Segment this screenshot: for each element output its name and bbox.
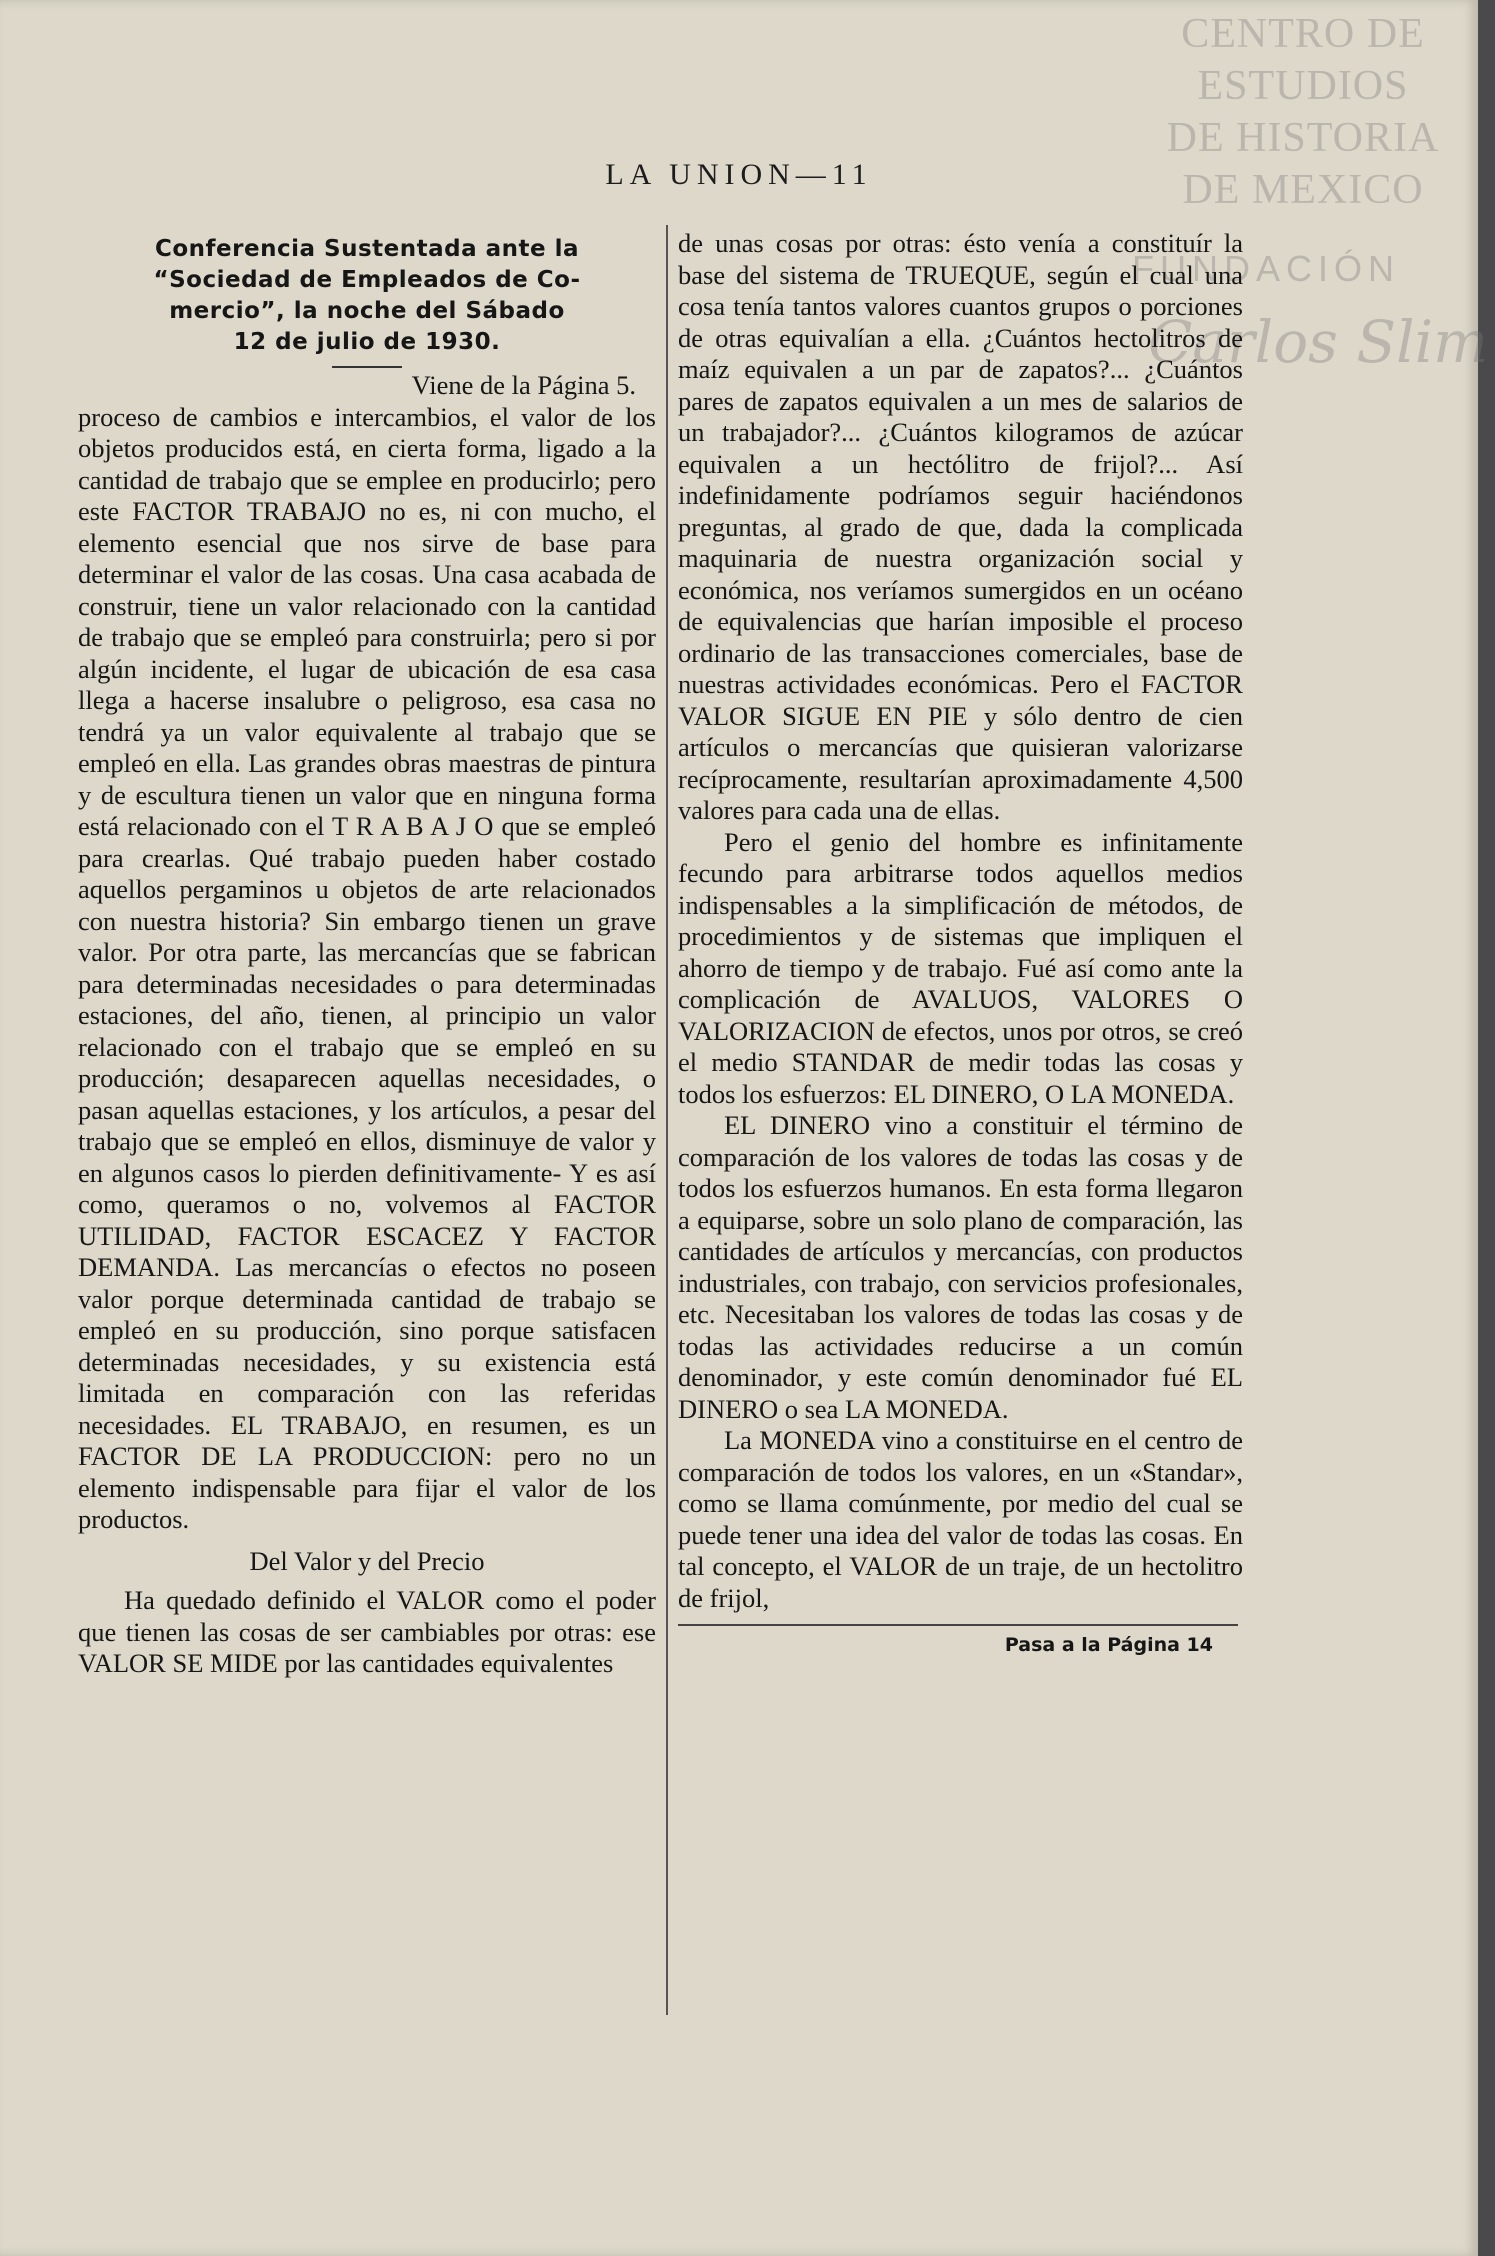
body-paragraph: proceso de cambios e intercambios, el valor de los objetos producidos está, en cierta forma, ligado a la cantidad de trabajo que se emplee en producirlo; pero este FACTOR TRABAJO no es, ni con mucho, el elemento esencial que nos sirve de base para determinar el valor de las cosas. Una casa acabada de construir, tiene un valor relacionado con la cantidad de trabajo que se empleó para construirla; pero si por algún incidente, el lugar de ubicación de esa casa llega a hacerse insalubre o peligroso, esa casa no tendrá ya un valor equivalente al trabajo que se empleó en ella. Las grandes obras maestras de pintura y de escultura tienen un valor que en ninguna forma está relacionado con el T R A B A J O que se empleó para crearlas. Qué trabajo pueden haber costado aquellos pergaminos u objetos de arte relacionados con nuestra historia? Sin embargo tienen un grave valor. Por otra parte, las mercancías que se fabrican para determinadas necesidades o para determinadas estaciones, del año, tienen, al principio un valor relacionado con el trabajo que se empleó en su producción; desaparecen aquellas necesidades, o pasan aquellas estaciones, y los artículos, a pesar del trabajo que se empleó en ellos, disminuye de valor y en algunos casos lo pierden definitivamente- Y es así como, queramos o no, volvemos al FACTOR UTILIDAD, FACTOR ESCACEZ Y FACTOR DEMANDA. Las mercancías o efectos no poseen valor porque determinada cantidad de trabajo se empleó en su producción, sino porque satisfacen determinadas necesidades, y su existencia está limitada en comparación con las referidas necesidades. EL TRABAJO, en resumen, es un FACTOR DE LA PRODUCCION: pero no un elemento indispensable para fijar el valor de los productos. [78,401,656,1534]
watermark-fundacion: FUNDACIÓN [1132,248,1400,289]
heading-divider [332,366,402,368]
footer-divider [678,1624,1238,1626]
right-column [678,228,1243,1662]
left-column [78,228,656,1680]
heading-line: “Sociedad de Empleados de Co- [153,267,581,293]
body-paragraph: de unas cosas por otras: ésto venía a constituír la base del sistema de TRUEQUE, según el cual una cosa tenía tantos valores cuantos grupos o porciones de otras equivalían a ella. ¿Cuántos hectolitros de maíz equivalen a un par de zapatos?... ¿Cuántos pares de zapatos equivalen a un mes de salarios de un trabajador?... ¿Cuántos kilogramos de azúcar equivalen a un hectólitro de frijol?... Así indefinidamente podríamos seguir haciéndonos preguntas, al grado de que, dada la complicada maquinaria de nuestra organización social y económica, nos veríamos sumergidos en un océano de equivalencias que harían imposible el proceso ordinario de las transacciones comerciales, base de nuestras actividades económicas. Pero el FACTOR VALOR SIGUE EN PIE y sólo dentro de cien artículos o mercancías que quisieran valorizarse recíprocamente, resultarían aproximadamente 4,500 valores para cada una de ellas. [678,228,1243,825]
watermark-line: CENTRO DE [1181,11,1425,57]
continued-to-note: Pasa a la Página 14 [1004,1634,1213,1656]
masthead: LA UNION—11 [605,158,873,191]
continued-from-note: Viene de la Página 5. [411,370,636,400]
watermark-signature: Carlos Slim [1148,308,1489,376]
watermark-line: ESTUDIOS [1197,63,1409,109]
body-paragraph: La MONEDA vino a constituirse en el centro de comparación de todos los valores, en un «Standar», como se llama comúnmente, por medio del cual se puede tener una idea del valor de todas las cosas. En tal concepto, el VALOR de un traje, de un hectolitro de frijol, [678,1425,1243,1613]
heading-line: mercio”, la noche del Sábado [169,298,565,324]
body-paragraph: Pero el genio del hombre es infinitamente fecundo para arbitrarse todos aquellos medios indispensables a la simplificación de métodos, de procedimientos y de sistemas que impliquen el ahorro de tiempo y de trabajo. Fué así como ante la complicación de AVALUOS, VALORES O VALORIZACION de efectos, unos por otros, se creó el medio STANDAR de medir todas las cosas y todos los esfuerzos: EL DINERO, O LA MONEDA. [678,826,1243,1109]
body-paragraph: Ha quedado definido el VALOR como el poder que tienen las cosas de ser cambiables por otras: ese VALOR SE MIDE por las cantidades equivalentes [78,1585,656,1678]
body-paragraph: EL DINERO vino a constituir el término de comparación de los valores de todas las cosas y de todos los esfuerzos humanos. En esta forma llegaron a equiparse, sobre un solo plano de comparación, las cantidades de artículos y mercancías, con productos industriales, con trabajo, con servicios profesionales, etc. Necesitaban los valores de todas las cosas y de todas las actividades reducirse a un común denominador, y este común denominador fué EL DINERO o sea LA MONEDA. [678,1110,1243,1424]
watermark-line: DE HISTORIA [1166,115,1440,161]
watermark-line: DE MEXICO [1182,167,1424,213]
heading-line: 12 de julio de 1930. [233,329,501,355]
column-divider [666,225,668,2015]
heading-line: Conferencia Sustentada ante la [154,236,580,262]
section-subheading: Del Valor y del Precio [249,1545,485,1576]
article-heading [78,234,656,358]
